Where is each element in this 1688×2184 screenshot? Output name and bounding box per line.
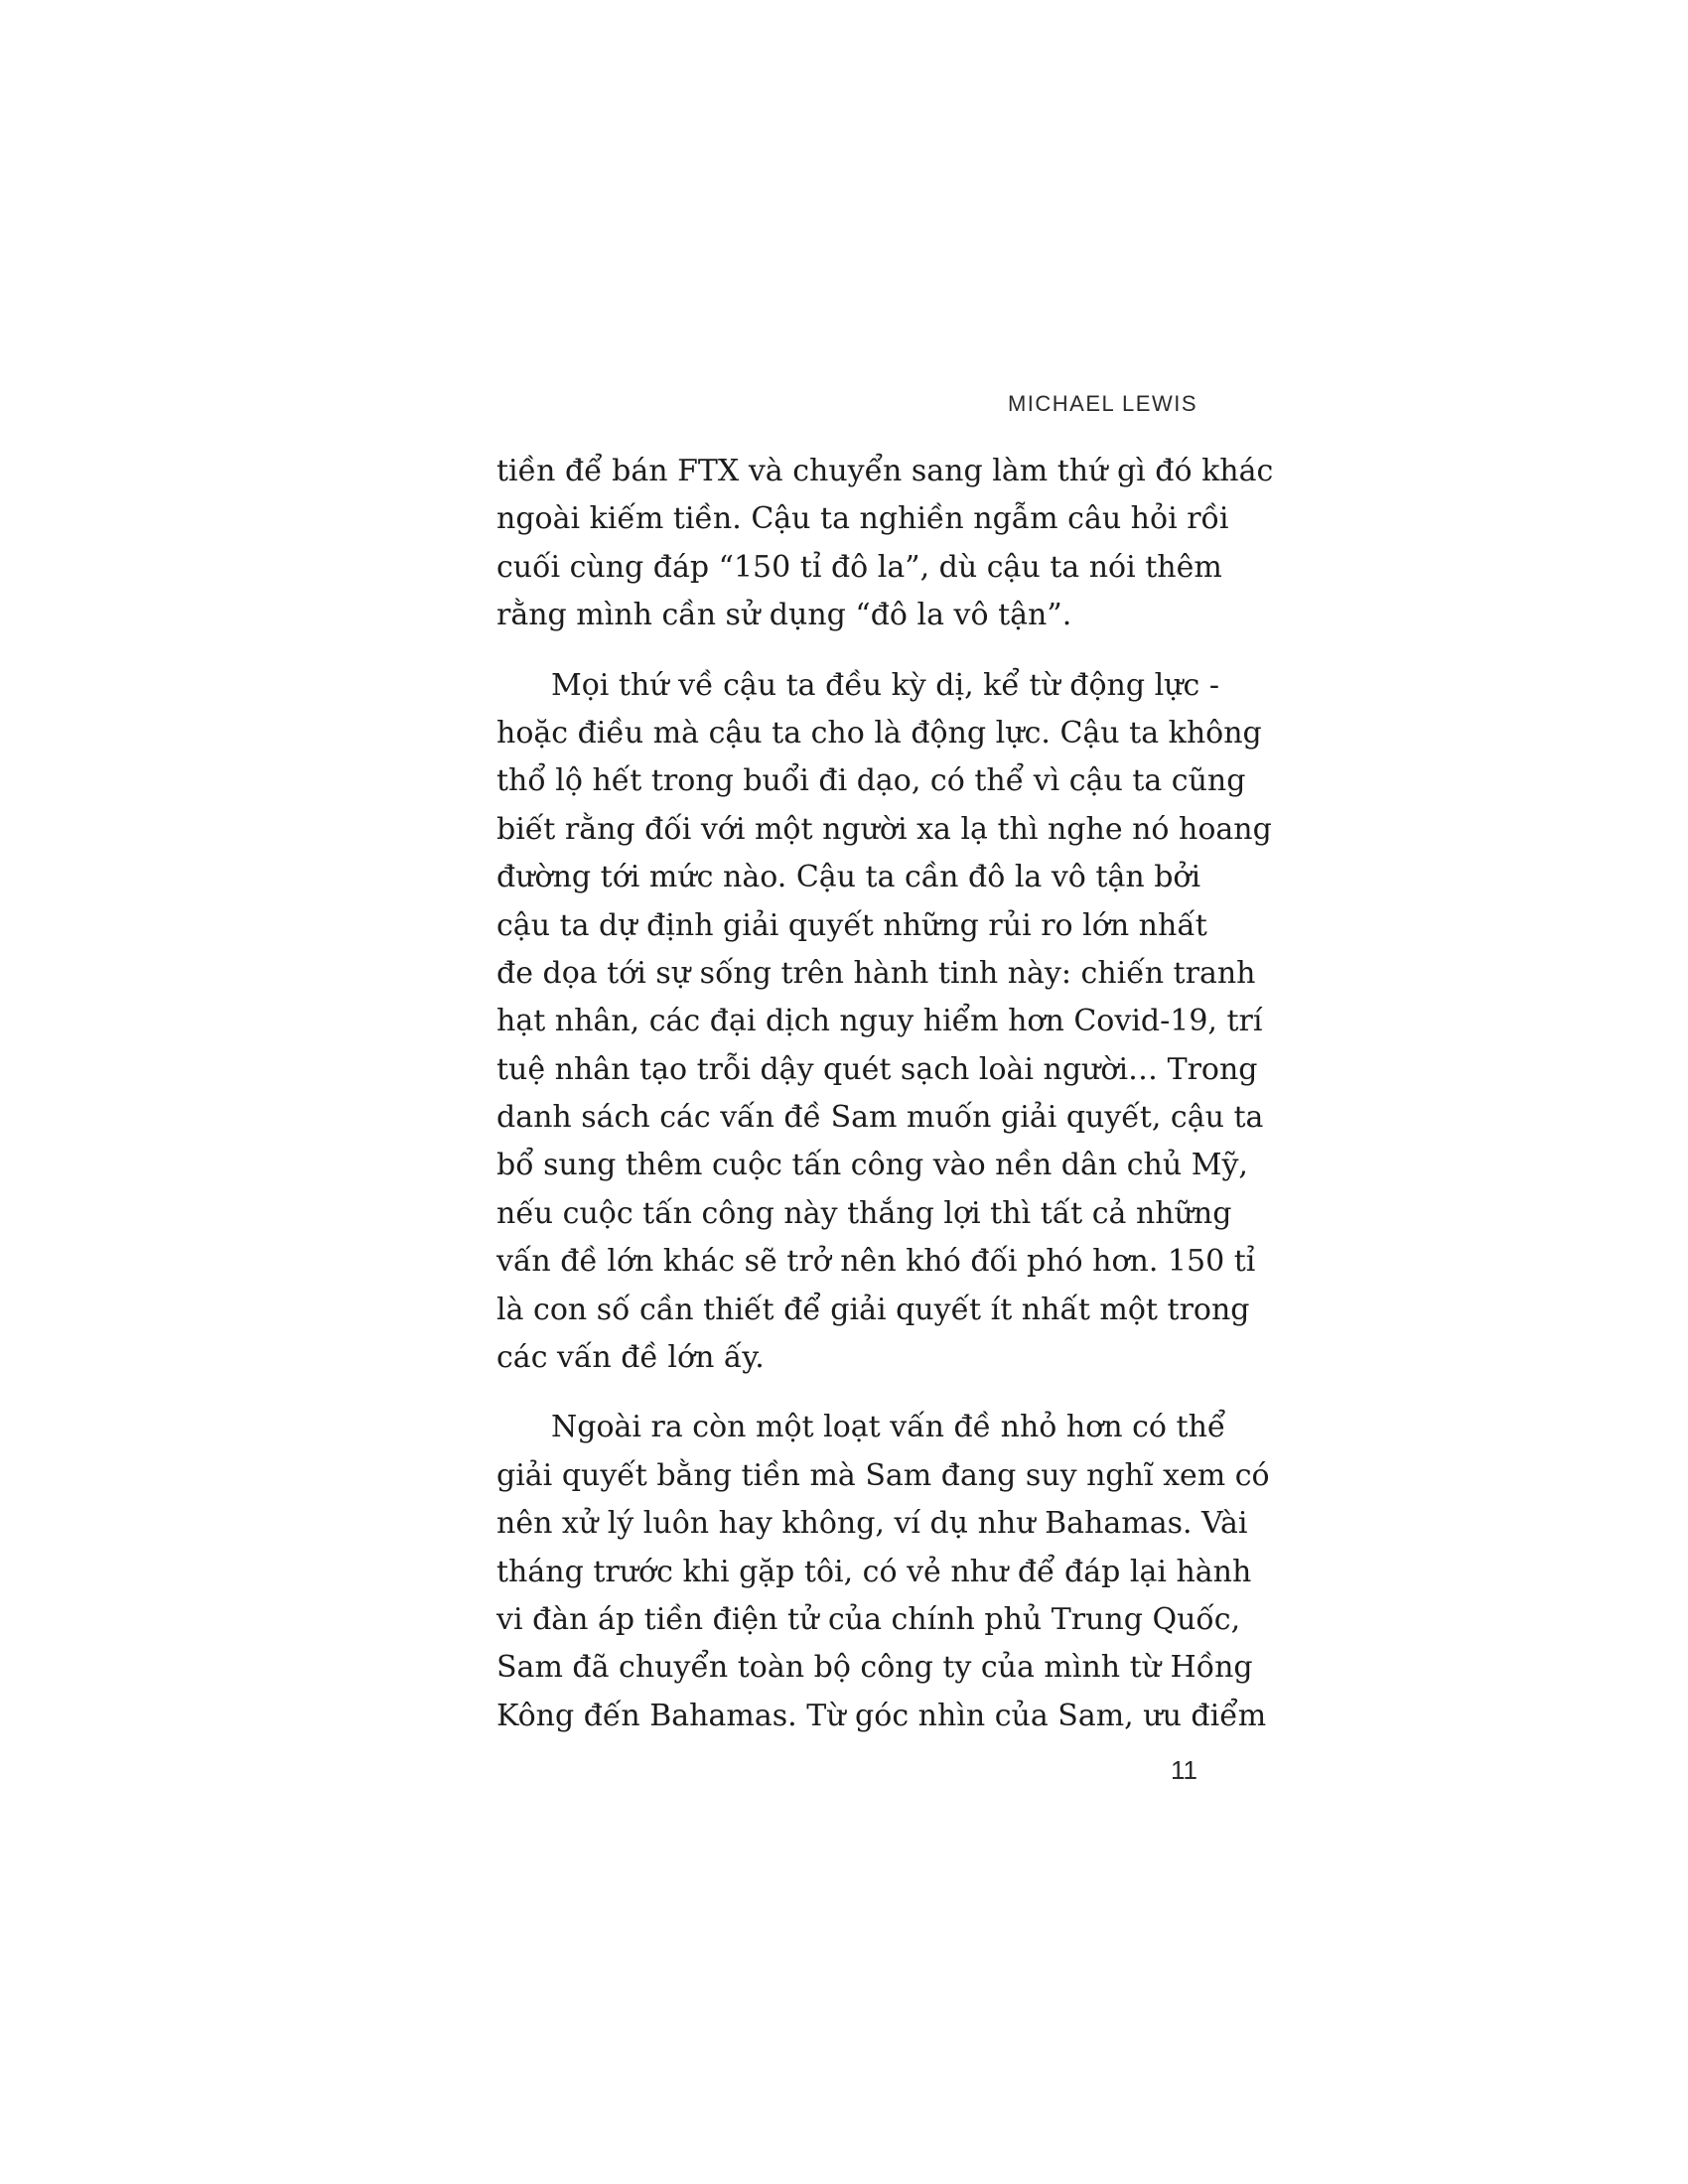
text-line: ngoài kiếm tiền. Cậu ta nghiền ngẫm câu hỏi rồi [496, 501, 1229, 537]
text-line: rằng mình cần sử dụng “đô la vô tận”. [496, 598, 1072, 633]
paragraph-1 [496, 448, 1274, 640]
body-text [496, 448, 1274, 1740]
text-line: nếu cuộc tấn công này thắng lợi thì tất cả những [496, 1195, 1232, 1231]
text-line: hoặc điều mà cậu ta cho là động lực. Cậu ta không [496, 715, 1262, 751]
text-line: nên xử lý luôn hay không, ví dụ như Bahamas. Vài [496, 1506, 1248, 1542]
text-line: tháng trước khi gặp tôi, có vẻ như để đáp lại hành [496, 1554, 1252, 1589]
paragraph-2 [496, 662, 1272, 1383]
text-line: các vấn đề lớn ấy. [496, 1340, 765, 1376]
text-line: danh sách các vấn đề Sam muốn giải quyết, cậu ta [496, 1100, 1264, 1136]
paragraph-3 [496, 1404, 1270, 1740]
text-line: bổ sung thêm cuộc tấn công vào nền dân chủ Mỹ, [496, 1148, 1248, 1183]
text-line: là con số cần thiết để giải quyết ít nhất một trong [496, 1292, 1250, 1327]
text-line: vấn đề lớn khác sẽ trở nên khó đối phó hơn. 150 tỉ [496, 1244, 1256, 1280]
text-line: vi đàn áp tiền điện tử của chính phủ Trung Quốc, [496, 1601, 1241, 1637]
text-line: cậu ta dự định giải quyết những rủi ro lớn nhất [496, 907, 1207, 943]
page-number: 11 [1171, 1755, 1197, 1785]
running-header-author: MICHAEL LEWIS [1007, 391, 1197, 416]
text-line: tiền để bán FTX và chuyển sang làm thứ gì đó khác [496, 454, 1274, 488]
text-line: biết rằng đối với một người xa lạ thì nghe nó hoang [496, 811, 1272, 847]
text-line: giải quyết bằng tiền mà Sam đang suy nghĩ xem có [496, 1457, 1270, 1493]
text-line: Mọi thứ về cậu ta đều kỳ dị, kể từ động lực - [551, 667, 1219, 703]
text-line: cuối cùng đáp “150 tỉ đô la”, dù cậu ta nói thêm [496, 549, 1222, 585]
text-line: hạt nhân, các đại dịch nguy hiểm hơn Covid-19, trí [496, 1004, 1263, 1039]
text-line: thổ lộ hết trong buổi đi dạo, có thể vì cậu ta cũng [496, 763, 1246, 799]
text-line: đường tới mức nào. Cậu ta cần đô la vô tận bởi [496, 860, 1201, 895]
text-line: Sam đã chuyển toàn bộ công ty của mình từ Hồng [496, 1650, 1253, 1686]
text-line: đe dọa tới sự sống trên hành tinh này: chiến tranh [496, 955, 1256, 991]
text-line: Ngoài ra còn một loạt vấn đề nhỏ hơn có thể [551, 1410, 1226, 1445]
text-line: tuệ nhân tạo trỗi dậy quét sạch loài người… Trong [496, 1051, 1258, 1087]
text-line: Kông đến Bahamas. Từ góc nhìn của Sam, ưu điểm [496, 1698, 1267, 1733]
